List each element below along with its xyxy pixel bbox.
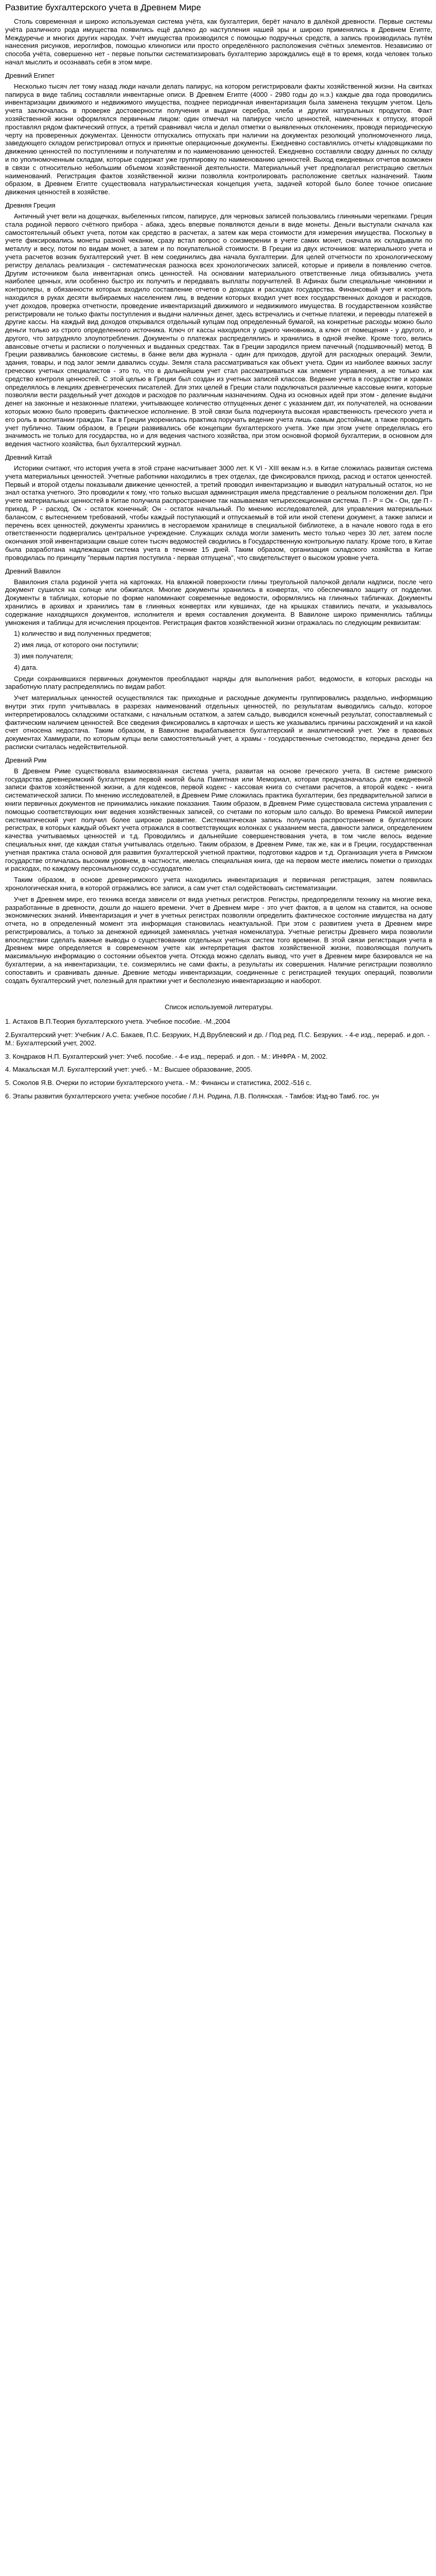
- paragraph: Античный учет вели на дощечках, выбеленных гипсом, папирусе, для черновых записей пользовались глиняными черепками. Греция стала родиной первого счётного прибора - абака, здесь впервые появляются деньги в виде монеты. Деньги выступали сначала как самостоятельный объект учета, потом как средство в расчетах, а затем как мера стоимости для измерения имущества. Поскольку в учете фиксировались монеты разной чеканки, сразу встал вопрос о соизмерении в учете самих монет, сначала их складывали по металлу и весу, потом по видам монет, а затем и по покупательной стоимости. В Греции из двух источников: материального учета и учета расчетов возник бухгалтерский учет. В нем соединились два начала бухгалтерии. Для целей отчетности по хронологическому регистру делалась реализация - систематическая разноска всех хронологических записей, которые и привели в появлению счетов. Другим источником была инвентарная опись ценностей. На основании материального ответственные лица обязывались учета наиболее ценных, или особенно быстро их получить и передавать выплаты поручителей. В Афинах были специальные чиновники и контролеры, в обязанности которых входило составление отчетов о доходах и расходах государства. Финансовый учет и контроль находился в руках десяти выбираемых населением лиц, в ведении которых входил учет всех государственных доходов и расходов, учет доходов, проверка отчетности, проведение инвентаризаций движимого и недвижимого имущества. В государственном хозяйстве регистрировали не только факты поступления и выдачи наличных денег, здесь встречались и счетные платежи, и переводы платежей в другие кассы. На каждый вид доходов открывался отдельный купцам под определенный бумагой, на конкретные расходы можно было деньги только из строго определенного источника. Ключ от кассы находился у одного чиновника, а ключ от помещения - у другого, и другого, что затрудняло злоупотребления. Документы о платежах распределялись и хранились в одной ячейке. Кроме того, велись авансовые отчеты и расписки о полученных и выданных средствах. Так в Греции зародился прием пачечный (подшивочный) метод. В Греции развивались банковские системы, в банке вели два журнала - один для приходов, другой для расходных операций. Земли, здания, товары, и под залог земли давались ссуды. Земля стала рассматриваться как объект учета. Один из наиболее важных заслуг греческих учетных специалистов - это то, что в дальнейшем учет стал рассматриваться как элемент управления, а не только как средство контроля ценностей. С этой целью в Греции был создан из учетных записей классов. Ведение учета в государстве и храмах определялось в лекциях древнегреческих писателей. Для этих целей в Греции стали подключаться различные кассовые книги, которые позволяли вести раздельный учет доходов и расходов по различным назначениям. Одна из основных идей при этом - деление выдачи денег на законные и незаконные платежи, учитывающее количество отпущенных денег с указанием дат, их получателей, на основании которых можно было проверить фактическое исполнение. В этой связи была подчеркнута высокая нравственность греческого учета и его роль в воспитании граждан. Так в Греции укоренилась практика поручать ведение учета лишь самым достойным, а также проводить учет публично. Таким образом, в Греции развивались обе концепции бухгалтерского учета. Уже при этом учете определялась его значимость не только для государства, но и для ведения частного хозяйства, при этом основной формой бухгалтерии, в основном для ведения частного хозяйства, был бухгалтерский журнал.: [5, 212, 432, 448]
- paragraph: Среди сохранившихся первичных документов преобладают наряды для выполнения работ, ведомости, в которых расходы на заработную плату распределялись по видам работ.: [5, 674, 432, 691]
- references-list: [5, 1018, 432, 1100]
- paragraph: Столь современная и широко используемая система учёта, как бухгалтерия, берёт начало в далёкой древности. Первые системы учёта различного рода имущества появились ещё далеко до наступления нашей эры и широко применялись в Древнем Египте, Междуречье и многих других народах. Учёт имущества производился с помощью подручных средств, а запись производилась путём нанесения рисунков, иероглифов, помощью клинописи или просто определённого расположения счётных элементов. Независимо от способа учёта, совершенно нет - первые попытки систематизировать бухгалтерию зарождались ещё в то время, когда человек только начал мыслить и осознавать себя в этом мире.: [5, 18, 432, 66]
- reference-item: 2.Бухгалтерский учет: Учебник / А.С. Бакаев, П.С. Безруких, Н.Д.Врублевский и др. / Под ред. П.С. Безруких. - 4-е изд., перераб. и доп. - М.: Бухгалтерский учет, 2002.: [5, 1031, 430, 1047]
- reference-item: 6. Этапы развития бухгалтерского учета: учебное пособие / Л.Н. Родина, Л.В. Полянская. - Тамбов: Изд-во Тамб. гос. ун: [5, 1092, 379, 1100]
- paragraph: Вавилония стала родиной учета на картонках. На влажной поверхности глины треугольной палочкой делали надписи, после чего документ сушился на солнце или обжигался. Многие документы хранились в конвертах, что обеспечивало защиту от подделки. Документы в таблицах, которые по форме напоминают современные ведомости, оформлялись на глиняных табличках. Документы хранились в архивах и хранились там в глиняных конвертах или кувшинах, где на крышках ставились печати, и указывалось содержание находящихся документов, исполнителя и время составления документа. В Вавилоне широко применялись таблицы умножения и таблицы для исчисления процентов. Регистрация фактов хозяйственной жизни отражалась по следующим реквизитам:: [5, 578, 432, 626]
- page-title: Развитие бухгалтерского учета в Древнем Мире: [5, 3, 201, 12]
- paragraph: Таким образом, в основе древнеримского учета находились инвентаризация и первичная регистрация, затем появилась хронологическая книга, в которой отражались все записи, а сам учет стал содействовать систематизации.: [5, 876, 432, 892]
- paragraph: Учет в Древнем мире, его техника всегда зависели от вида учетных регистров. Регистры, предопределяли технику на многие века, разработанные в древности, дошли до нашего времени. Учет в Древнем мире - это учет фактов, а в целом на ставится, на основе экономических знаний. Инвентаризация и учет в учетных регистрах позволяли определить фактическое состояние имущества на дату отчета, но в определенный момент эта информация становилась неактуальной. При этом с развитием учета в Древнем мире регистрировались, а только за денежной единицей заменялась учетная номенклатура. Учетные регистры Древнего мира позволили впоследствии сделать важные выводы о существовании отдельных учетных систем того времени. В этой связи регистрация учета в Древнем мире определяется в современном учете как интерпретация фактов хозяйственной жизни, позволяющая получить максимальную информацию о состоянии объектов учета. Отсюда можно сделать вывод, что учет в Древнем мире базировался не на бухгалтерии, а на инвентаризации, т.е. соизмерялись не сами факты, а результаты их совершения. Наличие регистрации позволяло сопоставить и сравнивать данные. Древние методы инвентаризации, соединенные с регистрацией текущих операций, позволили создать бухгалтерский учет, полезный для практики учет и бесполезную инвентаризацию и наоборот.: [5, 895, 432, 985]
- section-heading: Древний Рим: [5, 756, 47, 764]
- section-heading: Древний Египет: [5, 71, 55, 79]
- section-heading: Древняя Греция: [5, 201, 56, 209]
- paragraph: 4) дата.: [14, 663, 38, 671]
- paragraph: Учет материальных ценностей осуществлялся так: приходные и расходные документы группировались раздельно, информацию внутри этих групп учитывалась в разрезах наименований отдельных ценностей, по результатам выводились сальдо, которое интерпретировалось складскими остатками, с начальным остатком, а затем сальдо, выводился конечный результат, сопоставляемый с фактическим наличием ценностей. Все сведения фиксировались в карточках и шесть же указывались причины расхождений и на какой счет относена недостача. Таким образом, в Вавилоне вырабатывается бухгалтерский и аналитический учет. Уже в правовых документах Хаммурапи, по которым купцы вели самостоятельный учет, а храмы - государственные счетоводство, передача денег без расписки считалась недействительной.: [5, 694, 432, 751]
- article-body: [5, 18, 432, 985]
- reference-item: 4. Макальская М.Л. Бухгалтерский учет: учеб. - М.: Высшее образование, 2005.: [5, 1065, 253, 1074]
- paragraph: 3) имя получателя;: [14, 652, 73, 660]
- section-heading: Древний Вавилон: [5, 567, 61, 575]
- reference-item: 1. Астахов В.П.Теория бухгалтерского учета. Учебное пособие. -М.,2004: [5, 1018, 231, 1026]
- paragraph: Несколько тысяч лет тому назад люди начали делать папирус, на котором регистрировали факты хозяйственной жизни. На свитках папируса в виде таблиц составляли инвентарные описи. В Древнем Египте (4000 - 2980 годы до н.э.) каждые два года проводились инвентаризации движимого и недвижимого имущества, позднее периодичная инвентаризация была заменена текущим учетом. Цель учета заключалась в проверке достоверности получения и выдачи серебра, хлеба и других натуральных продуктов. Факт хозяйственной жизни оформлялся первичным лицом: один отмечал на папирусе число ценностей, намеченных к отпуску, второй проставлял рядом фактический отпуск, а третий сравнивал числа и делал отметки о выявленных отклонениях, проводя периодическую черту на проверенных документах. Ценности отпускались отпускать при наличии на документах резолюций уполномоченного лица, заведующего складом регистрировал отпуск и принятые операционные документы. Ежедневно составлялись отчеты кладовщиками по движению ценностей по поступлениям и получателям и по наименованию ценностей. Ежедневно составляли сводку данных по складу и по уполномоченным складам, которые содержат уже группировку по наименованию ценностей. Выход ежедневных отчетов возможен в связи с относительно небольшим объемом хозяйственной деятельности. Материальный учет предполагал регистрацию светлых наименований. Регистрация фактов хозяйственной жизни позволяла контролировать расположение светлых назначений. Таким образом, в Древнем Египте существовала натуральистическая концепция учета, задачей которой было более точное описание движения ценностей в хозяйстве.: [5, 82, 432, 196]
- paragraph: 2) имя лица, от которого они поступили;: [14, 641, 139, 649]
- references-title: Список используемой литературы.: [164, 1003, 273, 1011]
- paragraph: В Древнем Риме существовала взаимосвязанная система учета, развитая на основе греческого учета. В системе римского государства древнеримский бухгалтерии первой книгой была Памятная или Мемориал, которая предназначалась для ежедневной записи фактов хозяйственной жизни, а для кодексов, первой кодекс - кассовая книга со счетами расчетов, а второй кодекс - книга систематической записи. По мнению исследователей, в Древнем Риме сложилась практика бухгалтерии, без предварительной записи в книги первичных документов не принимались никакие показания. Таким образом, в Древнем Риме существовала система управления с помощью соответствующих книг ведения хозяйственных записей, со счетами по которым шло сальдо. Во времена Римской империи систематический учет получил более широкое развитие. Систематическая запись получила распространение в бухгалтерских регистрах, в которых каждый объект учета отражался в соответствующих колонках с указанием места, давности записи, определением качества учитываемых ценностей и т.д. Проводились и дальнейшие совершенствования учета, в том числе велось ведение специальных книг, где каждая статья учитывалась отдельно. Таким образом, в Древнем Риме, так же, как и в Греции, государственная учетная практика стала основой для развития бухгалтерской учетной практики, подготовки кадров и т.д. Организация учета в Римском государстве отличалась высоким уровнем, в частности, имелась специальная книга, где на первом месте имелись пометки о приходах и расходах, по каждому персональному ссудо-ссудодателю.: [5, 767, 432, 873]
- paragraph: Историки считают, что история учета в этой стране насчитывает 3000 лет. К VI - XIII векам н.э. в Китае сложилась развитая система учета материальных ценностей. Учетные работники находились в трех отделах, где фиксировался приход, расход и остаток ценностей. Первый и второй отделы показывали движение ценностей, а третий проводил инвентаризацию и выводил натуральный остаток, но не знал остатка учетного. Это проводили к тому, что только высшая администрация имела представление о реальном положении дел. При учете материальных ценностей в Китае получила распространение так называемая четырехсекционная система. П - Р = Ок - Он, где П - приход, Р - расход, Ок - остаток конечный; Он - остаток начальный. По мнению исследователей, для управления материальных балансом, с вытеснением требований, чтобы каждый поступающий и отпускаемый в той или иной степени документ, а также записи и перечень всех ценностей, документы хранились в несгораемом хранилище в специальной библиотеке, а в начале нового года в его ответственности подвергались центральное учреждение. Служащих склада могли заменить место только через 30 лет, затем после окончания этой инвентаризации свыше сотен тысяч ведомостей сводились в Государственную контрольную палату. Кроме того, в Китае была разработана надлежащая система учета в течение 15 дней. Таким образом, организация складского хозяйства в Китае проводилась по принципу "первым партия поступила - первая отпущена", что свидетельствует о высоком уровне учета.: [5, 464, 432, 562]
- document: [0, 3, 436, 1100]
- paragraph: 1) количество и вид полученных предметов;: [14, 630, 152, 638]
- section-heading: Древний Китай: [5, 453, 52, 462]
- reference-item: 5. Соколов Я.В. Очерки по истории бухгалтерского учета. - М.: Финансы и статистика, 2002.-516 с.: [5, 1079, 311, 1087]
- reference-item: 3. Кондраков Н.П. Бухгалтерский учет: Учеб. пособие. - 4-е изд., перераб. и доп. - М.: ИНФРА - М, 2002.: [5, 1052, 328, 1060]
